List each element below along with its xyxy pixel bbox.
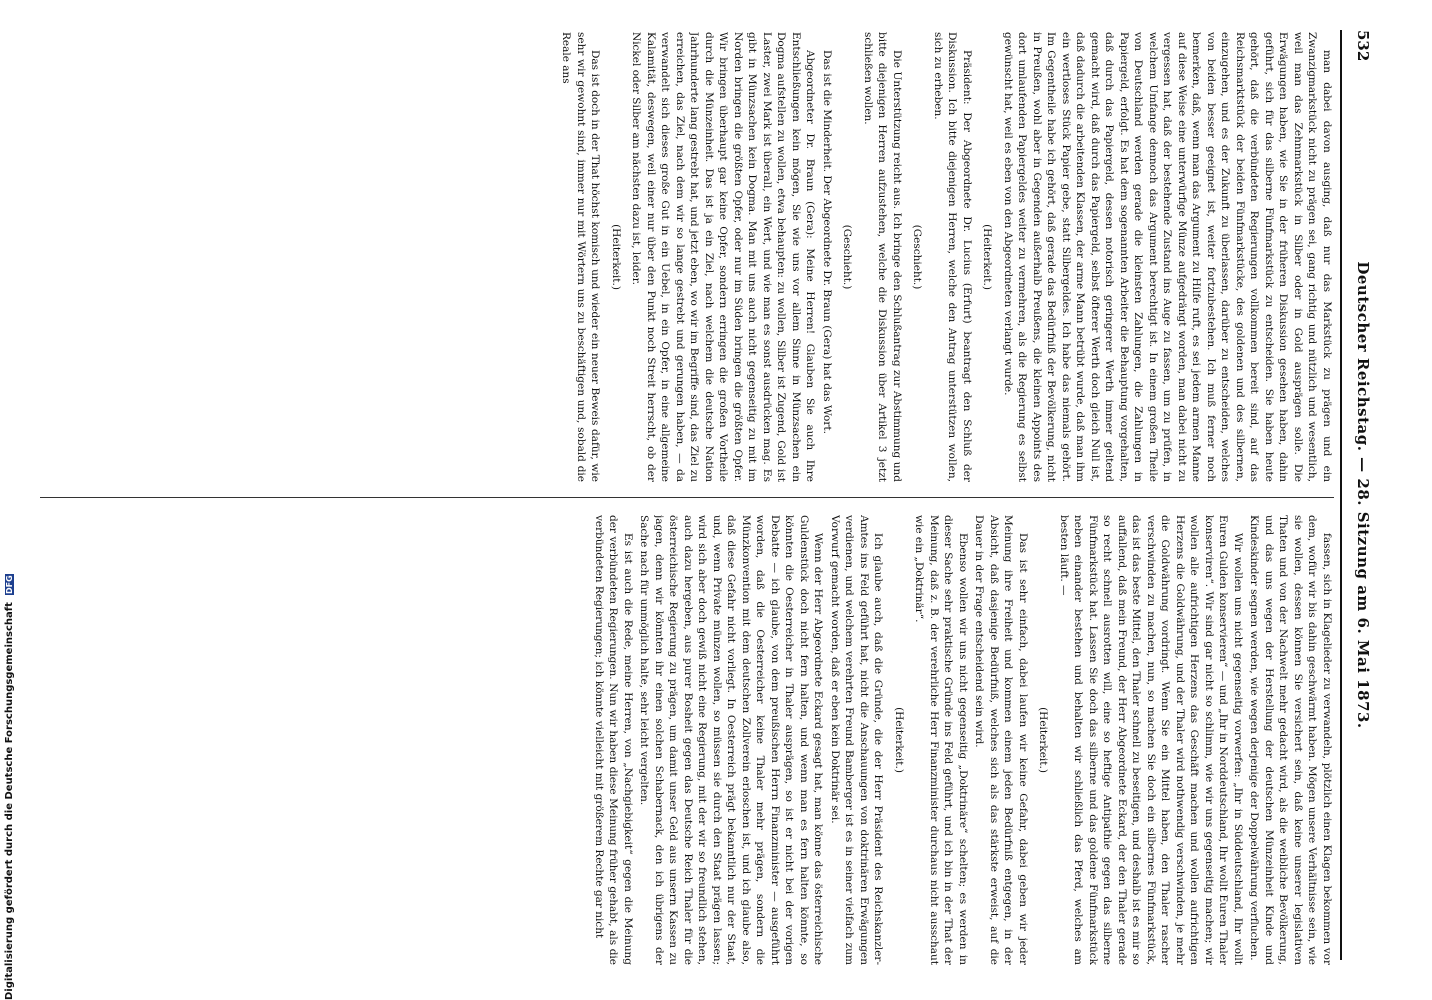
running-title: Deutscher Reichstag. — 28. Sitzung am 6. Mai 1873. xyxy=(1354,261,1372,729)
paragraph: Das ist die Minderheit. Der Abgeordnete Dr. Braun (Gera) hat das Wort. xyxy=(821,50,833,434)
right-column xyxy=(40,515,1334,965)
paragraph: Es ist auch die Rede, meine Herren, von „Nachgiebigkeit“ gegen die Meinung der verbündeten Regierungen. Nun wir haben diese Meinung früher gehabt, als die verbündeten Regierungen; ich könnte vielleicht mit größerem Rechte gar nicht xyxy=(593,515,634,965)
stage-direction: (Heiterkeit.) xyxy=(893,707,905,773)
paragraph: Ich glaube auch, daß die Gründe, die der Herr Präsident des Reichskanzler-Amtes ins Feld geführt hat, nicht die Anschauungen von doktrinären Erwägungen verdienen, und welchem verehrten Freund Bamberger ist es in seiner vielfach zum Vorwurf gemacht worden, daß er eben kein Doktrinär sei. xyxy=(829,515,885,965)
paragraph: Das ist sehr einfach, dabei laufen wir keine Gefahr, dabei geben wir jeder Meinung ihre Freiheit und kommen einem jeden Bedürfniß entgegen, in der Absicht, daß dasjenige Bedürfniß, welches sich als das stärkste erweist, auf die Dauer in der Frage entscheidend sein wird. xyxy=(973,515,1029,965)
paragraph: Wenn der Herr Abgeordnete Eckard gesagt hat, man könne das österreichische Guldenstück doch nicht fern halten, und wenn man es fern halten könnte, so könnten die Oesterreicher in Thaler ausprägen, so ist er nicht bei der vorigen Debatte — ich glaube, von dem preußischen Herrn Finanzminister — ausgeführt worden, daß die Oesterreicher keine Thaler mehr prägen, sondern die Münzkonvention mit dem deutschen Zollverein erloschen ist, und ich glaube also, daß diese Gefahr nicht vorliegt. In Oesterreich prägt bekanntlich nur der Staat, und, wenn Private münzen wollen, so müssen sie durch den Staat prägen lassen; wird sich aber doch gewiß nicht eine Regierung, mit der wir so freundlich stehen, auch dazu hergeben, aus purer Bosheit gegen das Deutsche Reich Thaler für die österreichische Regierung zu prägen, um damit unser Geld aus unsern Kassen zu jagen, denn wir könnten ihr einen solchen Schabernack, den ich übrigens der Sache nach für unmöglich halte, sehr leicht vergelten. xyxy=(638,515,825,965)
digitization-credit xyxy=(4,560,20,1000)
left-column xyxy=(40,32,1334,482)
paragraph: Wir wollen uns nicht gegenseitig vorwerfen: „Ihr in Süddeutschland, Ihr wollt Euren Gulden konservieren“ — und „Ihr in Norddeutschland, Ihr wollt Euren Thaler konserviren“. Wir sind gar nicht so schlimm, wie wir uns gegenseitig machen; wir wollen alle aufrichtigen Herzens das Geschäft machen und wollen aufrichtigen Herzens die Goldwährung, und der Thaler wird nothwendig verschwinden, je mehr die Goldwährung vordringt. Wenn Sie ein Mittel haben, den Thaler rascher verschwinden zu machen, nun, so machen Sie doch ein silbernes Fünfmarkstück, das ist das beste Mittel, den Thaler schnell zu beseitigen, und deshalb ist es mir so auffallend, daß mein Freund, der Herr Abgeordnete Eckard, der den Thaler gerade so recht schnell ausrotten will, eine so heftige Antipathie gegen das silberne Fünfmarkstück hat. Lassen Sie doch das silberne und das goldene Fünfmarkstück neben einander bestehen und behalten wir schließlich das Pferd, welches am besten läuft. — xyxy=(1058,515,1244,965)
paragraph: Abgeordneter Dr. Braun (Gera): Meine Herren! Glauben Sie auch Ihre Entschließungen kein mögen, Sie wie uns vor allem Sinne in Münzsachen ein Dogma aufstellen zu wollen, etwa behaupten: zu wollen, Silber ist Zugend, Gold ist Laster, zwei Mark ist überall, ein Wert, und wie man es sonst ausdrücken mag. Es gibt in Münzsachen kein Dogma. Man mit uns auch nicht gegenseitig zu mit im Norden bringen die größten Opfer, oder nur im Süden bringen die größten Opfer. Wir bringen überhaupt gar keine Opfer, sondern erringen die großen Vortheile durch die Münzeinheit. Das ist ja ein Ziel, nach welchem die deutsche Nation Jahrhunderte lang gestrebt hat, und jetzt eben, wo wir im Begriffe sind, das Ziel zu erreichen, das Ziel, nach dem wir so lange gestrebt und gerungen haben, — da verwandelt sich dieses große Gut in ein Uebel, in ein Opfer, in eine allgemeine Kalamität, deswegen, weil einer nur über den Punkt noch Streit herrscht, ob der Nickel oder Silber am nächsten dazu ist, leider. xyxy=(630,32,817,482)
stage-direction: (Heiterkeit.) xyxy=(610,224,622,290)
header-rule xyxy=(1340,30,1342,960)
paragraph: Das ist doch in der That höchst komisch und wieder ein neuer Beweis dafür, wie sehr wir gewohnt sind, immer nur mit Wörtern uns zu beschäftigen und, sobald die Reale ans xyxy=(560,32,602,482)
dfg-logo: DFG xyxy=(5,574,14,594)
paragraph: Ebenso wollen wir uns nicht gegenseitig „Doktrinäre“ schelten; es werden in dieser Sache sehr praktische Gründe ins Feld geführt, und ich bin in der That der Meinung, daß z. B. der verehrliche Herr Finanzminister durchaus nicht ausschaut wie ein „Doktrinär“. xyxy=(913,515,969,965)
stage-direction: (Geschieht.) xyxy=(911,224,924,290)
credit-text: Digitalisierung gefördert durch die Deutsche Forschungsgemeinschaft xyxy=(4,602,15,1000)
paragraph: Präsident: Der Abgeordnete Dr. Lucius (Erfurt) beantragt den Schluß der Diskussion. Ich bitte diejenigen Herren, welche den Antrag unterstützen wollen, sich zu erheben. xyxy=(932,32,973,482)
stage-direction: (Geschieht.) xyxy=(841,224,854,290)
page-header xyxy=(1342,30,1372,960)
stage-direction: (Heiterkeit.) xyxy=(1037,707,1050,773)
column-separator xyxy=(40,497,1334,498)
stage-direction: (Heiterkeit.) xyxy=(981,224,994,290)
page-number: 532 xyxy=(1354,30,1372,62)
paragraph: Die Unterstützung reicht aus. Ich bringe den Schlußantrag zur Abstimmung und bitte diejenigen Herren aufzustehen, welche die Diskussion über Artikel 3 jetzt schließen wollen. xyxy=(862,32,903,482)
paragraph: man dabei davon ausging, daß nur das Markstück zu prägen und ein Zwanzigmarkstück nicht zu prägen sei, gang richtig und nützlich und wesentlich, weil man das Zehnmarkstück in Silber oder in Gold ausprägen solle. Die Erwägungen haben, wie Sie in der früheren Diskussion gesehen haben, dahin geführt, sich für das silberne Fünfmarkstück zu entscheiden. Sie haben heute gehört, daß die verbündeten Regierungen vollkommen bereit sind, auf das Reichsmarktstück der beiden Fünfmarkstücke, des goldenen und des silbernen, einzugehen, und es der Zukunft zu überlassen, darüber zu entscheiden, welches von beiden besser geeignet ist, weiter fortzubestehen. Ich muß ferner noch bemerken, daß, wenn man das Argument zu Hilfe ruft, es sei jedem armen Manne auf diese Weise eine unterwürfige Münze aufgedrängt worden, man dabei nicht zu vergessen hat, daß der bestehende Zustand ins Auge zu fassen, um zu prüfen, in welchem Umfange dennoch das Argument berechtigt ist. In einem großen Theile von Deutschland werden gerade die kleinsten Zahlungen, die Zahlungen in Papiergeld, erfolgt. Es hat dem sogenannten Arbeiter die Behauptung vorgehalten, daß durch das Papiergeld, dessen notorisch geringerer Werth immer geltend gemacht wird, daß durch das Papiergeld, selbst öfterer Werth doch gleich Null ist, daß dadurch die arbeitenden Klassen, der arme Mann betrübt wurde, daß man ihm ein wertloses Stück Papier gebe, statt Silbergeldes. Ich habe das niemals gehört. Im Gegentheile habe ich gehört, daß gerade das Bedürfniß der Bevölkerung, nicht in Preußen, wohl aber in Gegenden außerhalb Preußens, die kleinen Appoints des dort umlaufenden Papiergeldes weiter zu vermehren, als die Regierung es selbst gewünscht hat, weil es eben von den Abgeordneten verlangt wurde. xyxy=(1002,32,1333,482)
paragraph: fassen, sich in Klagelieder zu verwandeln, plötzlich einen Klagen bekommen vor dem, wofür wir bis dahin geschwärmt haben. Mögen unsere Verhältnisse sein, wie sie wollen, dessen können Sie versichert sein, daß keine unserer legislativen Thaten und von der Nachwelt mehr gedacht wird, als die weibliche Bevölkerung, und das uns wegen der Herstellung der deutschen Münzeinheit Kinde und Kindeskinder segnen werden, wie wegen derjenige der Doppelwährung verfluchen. xyxy=(1248,515,1333,965)
